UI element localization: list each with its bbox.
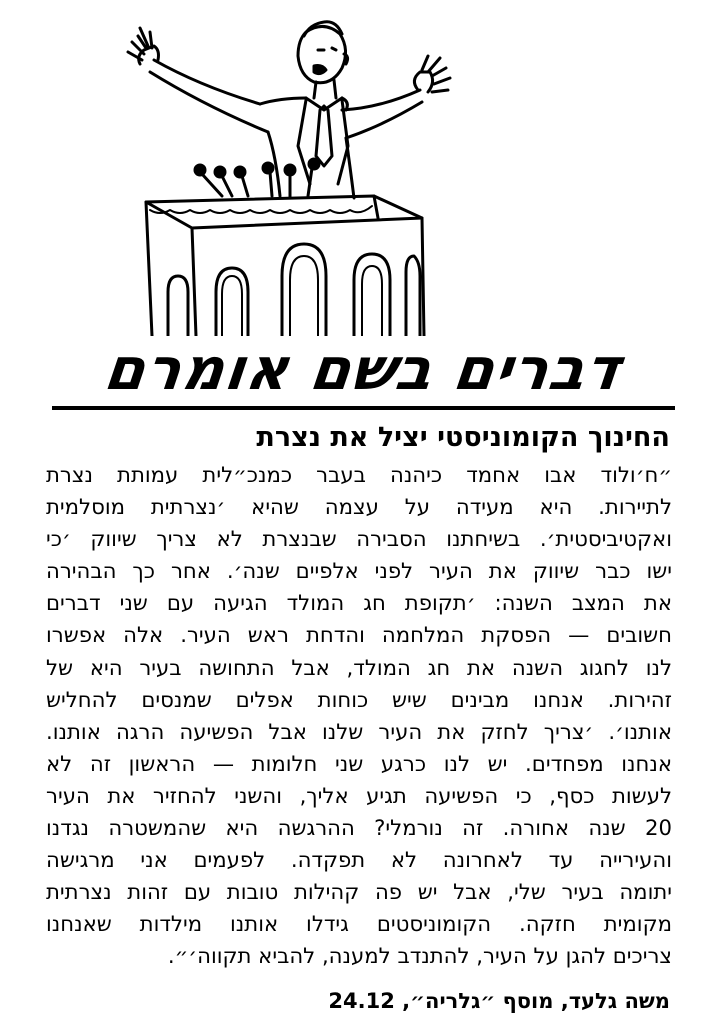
body-line: ואקטיביסטית׳. בשיחתנו הסבירה שבנצרת לא צריך שיווק ׳כי (46, 526, 672, 552)
speaker-at-podium-illustration (110, 6, 470, 336)
body-line: לנו לחגוג השנה את חג המולד, אבל התחושה בעיר היא של (46, 654, 672, 680)
body-line: לתיירות. היא מעידה על עצמה שהיא ׳נצרתית מוסלמית (46, 494, 672, 520)
body-line: חשובים — הפסקת המלחמה והדחת ראש העיר. אלה אפשרו (46, 622, 672, 648)
body-line: ישו כבר שיווק את העיר לפני אלפיים שנה׳. אחר כך הבהירה (46, 558, 672, 584)
body-line: אנחנו מפחדים. יש לנו כרגע שני חלומות — הראשון זה לא (46, 750, 672, 776)
body-line: לעשות כסף, כי הפשיעה תגיע אליך, והשני להחזיר את העיר (46, 782, 672, 808)
body-line: את המצב השנה: ׳תקופת חג המולד הגיעה עם שני דברים (46, 590, 672, 616)
body-line: זהירות. אנחנו מבינים שיש כוחות אפלים שמנסים להחליש (46, 686, 672, 712)
article-body (46, 459, 672, 973)
body-line: 20 שנה אחורה. זה נורמלי? ההרגשה היא שהמשטרה נגדנו (46, 815, 672, 841)
divider-rule (52, 406, 675, 410)
column-headline: דברים בשם אומרם (100, 335, 626, 403)
body-line: מקומית חזקה. הקומוניסטים גידלו אותנו מילדות שאנחנו (46, 911, 672, 937)
article-credit: משה גלעד, מוסף ״גלריה״, 24.12 (328, 989, 670, 1013)
body-line: יתומה בעיר שלי, אבל יש פה קהילות טובות עם זהות נצרתית (46, 879, 672, 905)
body-line: ״ח׳ולוד אבו אחמד כיהנה בעבר כמנכ״לית עמותת נצרת (46, 462, 672, 487)
body-line: אותנו׳. ׳צריך לחזק את העיר שלנו אבל הפשיעה הרגה אותנו. (46, 718, 672, 744)
body-line: והעירייה עד לאחרונה לא תפקדה. לפעמים אני מרגישה (46, 847, 672, 873)
article-subheadline: החינוך הקומוניסטי יציל את נצרת (256, 422, 670, 453)
body-line: צריכים להגן על העיר, להתנדב למענה, להביא תקווה׳״. (167, 943, 672, 969)
